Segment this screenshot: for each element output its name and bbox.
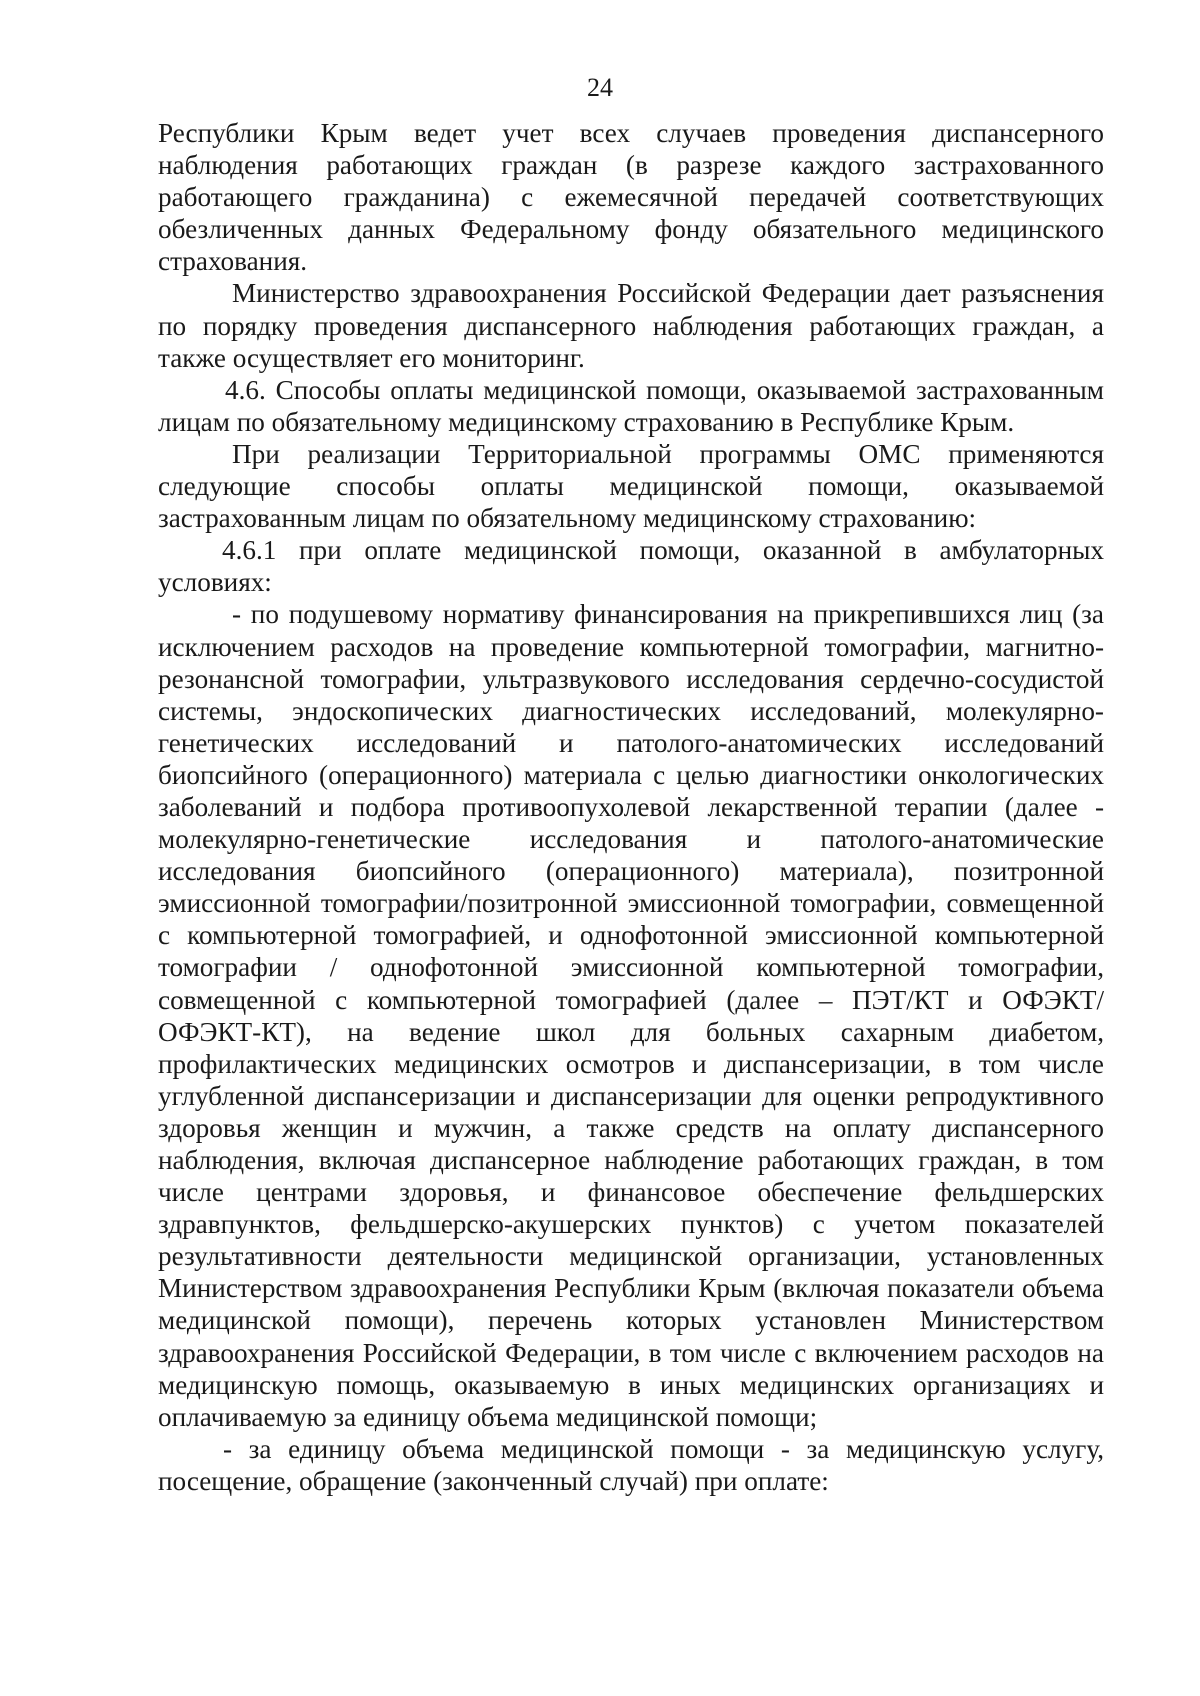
body-text [158, 117, 1104, 1497]
paragraph-continuation: Республики Крым ведет учет всех случаев проведения диспансерного наблюдения работающих граждан (в разрезе каждого застрахованного работающего гражданина) с ежемесячной передачей соответствующих обезличенных данных Федеральному фонду обязательного медицинского страхования. [158, 118, 1104, 277]
list-item-per-unit: - за единицу объема медицинской помощи - за медицинскую услугу, посещение, обращение (законченный случай) при оплате: [158, 1433, 1104, 1496]
paragraph-ministry-explanations: Министерство здравоохранения Российской Федерации дает разъяснения по порядку проведения диспансерного наблюдения работающих граждан, а также осуществляет его мониторинг. [158, 278, 1104, 373]
section-heading-4-6: 4.6. Способы оплаты медицинской помощи, оказываемой застрахованным лицам по обязательному медицинскому страхованию в Республике Крым. [158, 374, 1104, 437]
subsection-4-6-1: 4.6.1 при оплате медицинской помощи, оказанной в амбулаторных условиях: [158, 535, 1104, 598]
page-number: 24 [587, 73, 613, 102]
list-item-per-capita: - по подушевому нормативу финансирования на прикрепившихся лиц (за исключением расходов на проведение компьютерной томографии, магнитно-резонансной томографии, ультразвукового исследования сердечно-сосудистой системы, эндоскопических диагностических исследований, молекулярно-генетических исследований и патолого-анатомических исследований биопсийного (операционного) материала с целью диагностики онкологических заболеваний и подбора противоопухолевой лекарственной терапии (далее - молекулярно-генетические исследования и патолого-анатомические исследования биопсийного (операционного) материала), позитронной эмиссионной томографии/позитронной эмиссионной томографии, совмещенной с компьютерной томографией, и однофотонной эмиссионной компьютерной томографии / однофотонной эмиссионной компьютерной томографии, совмещенной с компьютерной томографией (далее – ПЭТ/КТ и ОФЭКТ/ОФЭКТ-КТ), на ведение школ для больных сахарным диабетом, профилактических медицинских осмотров и диспансеризации, в том числе углубленной диспансеризации и диспансеризации для оценки репродуктивного здоровья женщин и мужчин, а также средств на оплату диспансерного наблюдения, включая диспансерное наблюдение работающих граждан, в том числе центрами здоровья, и финансовое обеспечение фельдшерских здравпунктов, фельдшерско-акушерских пунктов) с учетом показателей результативности деятельности медицинской организации, установленных Министерством здравоохранения Республики Крым (включая показатели объема медицинской помощи), перечень которых установлен Министерством здравоохранения Российской Федерации, в том числе с включением расходов на медицинскую помощь, оказываемую в иных медицинских организациях и оплачиваемую за единицу объема медицинской помощи; [158, 599, 1104, 1432]
paragraph-payment-methods-intro: При реализации Территориальной программы ОМС применяются следующие способы оплаты медицинской помощи, оказываемой застрахованным лицам по обязательному медицинскому страхованию: [158, 438, 1104, 534]
